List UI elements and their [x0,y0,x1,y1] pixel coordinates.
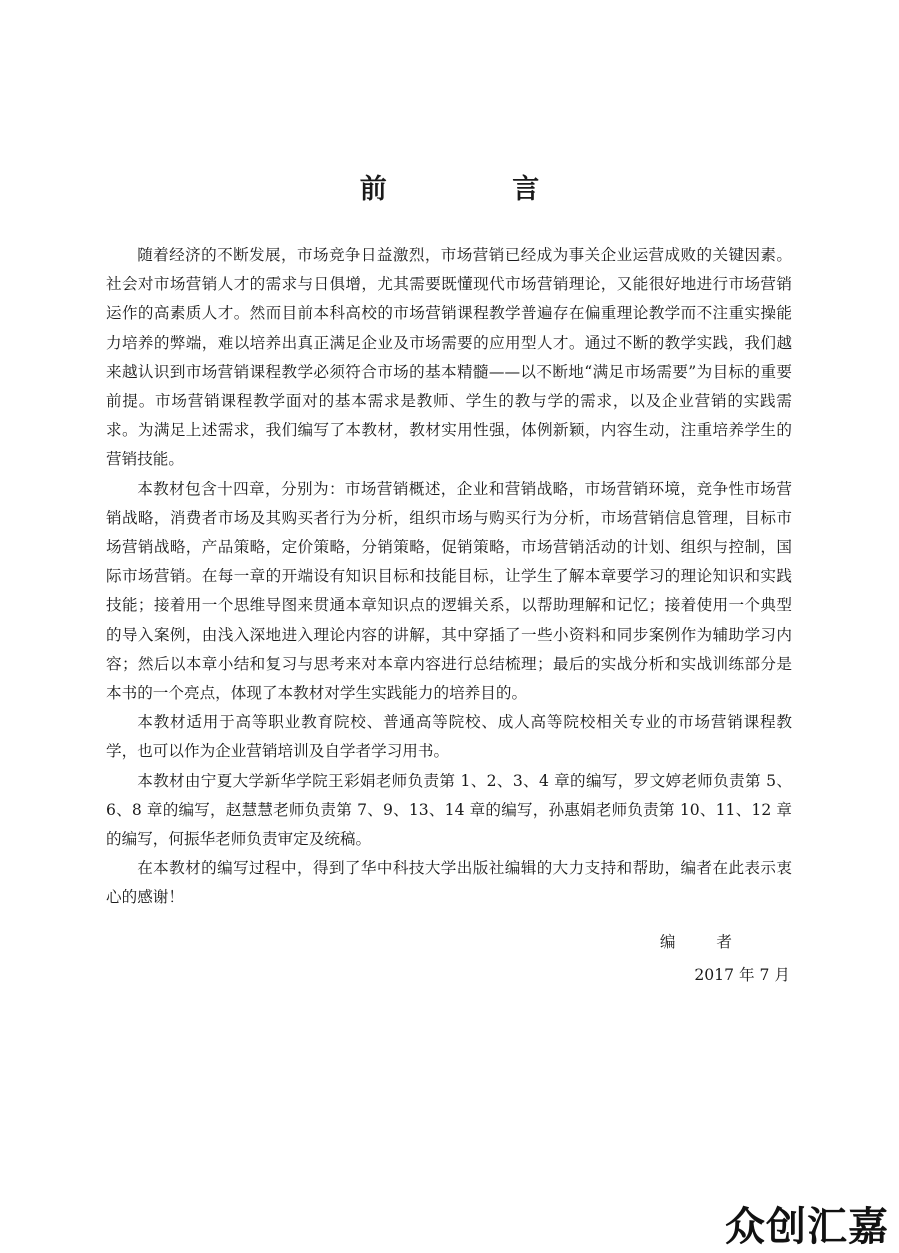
signature-author: 编 者 [659,933,750,951]
page-title: 前 言 [359,174,598,205]
paragraph-3: 本教材适用于高等职业教育院校、普通高等院校、成人高等院校相关专业的市场营销课程教学，也可以作为企业营销培训及自学者学习用书。 [106,713,792,761]
paragraph-4: 本教材由宁夏大学新华学院王彩娟老师负责第 1、2、3、4 章的编写，罗文婷老师负责第 5、6、8 章的编写，赵慧慧老师负责第 7、9、13、14 章的编写，孙惠娟老师负责第 10、11、12 章的编写，何振华老师负责审定及统稿。 [106,771,792,849]
paragraph-2: 本教材包含十四章，分别为：市场营销概述，企业和营销战略，市场营销环境，竞争性市场营销战略，消费者市场及其购买者行为分析，组织市场与购买行为分析，市场营销信息管理，目标市场营销战略，产品策略，定价策略，分销策略，促销策略，市场营销活动的计划、组织与控制，国际市场营销。在每一章的开端设有知识目标和技能目标，让学生了解本章要学习的理论知识和实践技能；接着用一个思维导图来贯通本章知识点的逻辑关系，以帮助理解和记忆；接着使用一个典型的导入案例，由浅入深地进入理论内容的讲解，其中穿插了一些小资料和同步案例作为辅助学习内容；然后以本章小结和复习与思考来对本章内容进行总结梳理；最后的实战分析和实战训练部分是本书的一个亮点，体现了本教材对学生实践能力的培养目的。 [106,479,792,703]
paragraph-1: 随着经济的不断发展，市场竞争日益激烈，市场营销已经成为事关企业运营成败的关键因素。社会对市场营销人才的需求与日俱增，尤其需要既懂现代市场营销理论，又能很好地进行市场营销运作的高素质人才。然而目前本科高校的市场营销课程教学普遍存在偏重理论教学而不注重实操能力培养的弊端，难以培养出真正满足企业及市场需要的应用型人才。通过不断的教学实践，我们越来越认识到市场营销课程教学必须符合市场的基本精髓——以不断地“满足市场需要”为目标的重要前提。市场营销课程教学面对的基本需求是教师、学生的教与学的需求，以及企业营销的实践需求。为满足上述需求，我们编写了本教材，教材实用性强，体例新颖，内容生动，注重培养学生的营销技能。 [106,246,792,469]
signature-date: 2017 年 7 月 [694,966,790,984]
watermark-logo: 众创汇嘉 [725,1204,889,1250]
preface-body [106,241,792,913]
paragraph-5: 在本教材的编写过程中，得到了华中科技大学出版社编辑的大力支持和帮助，编者在此表示衷心的感谢！ [106,859,792,907]
